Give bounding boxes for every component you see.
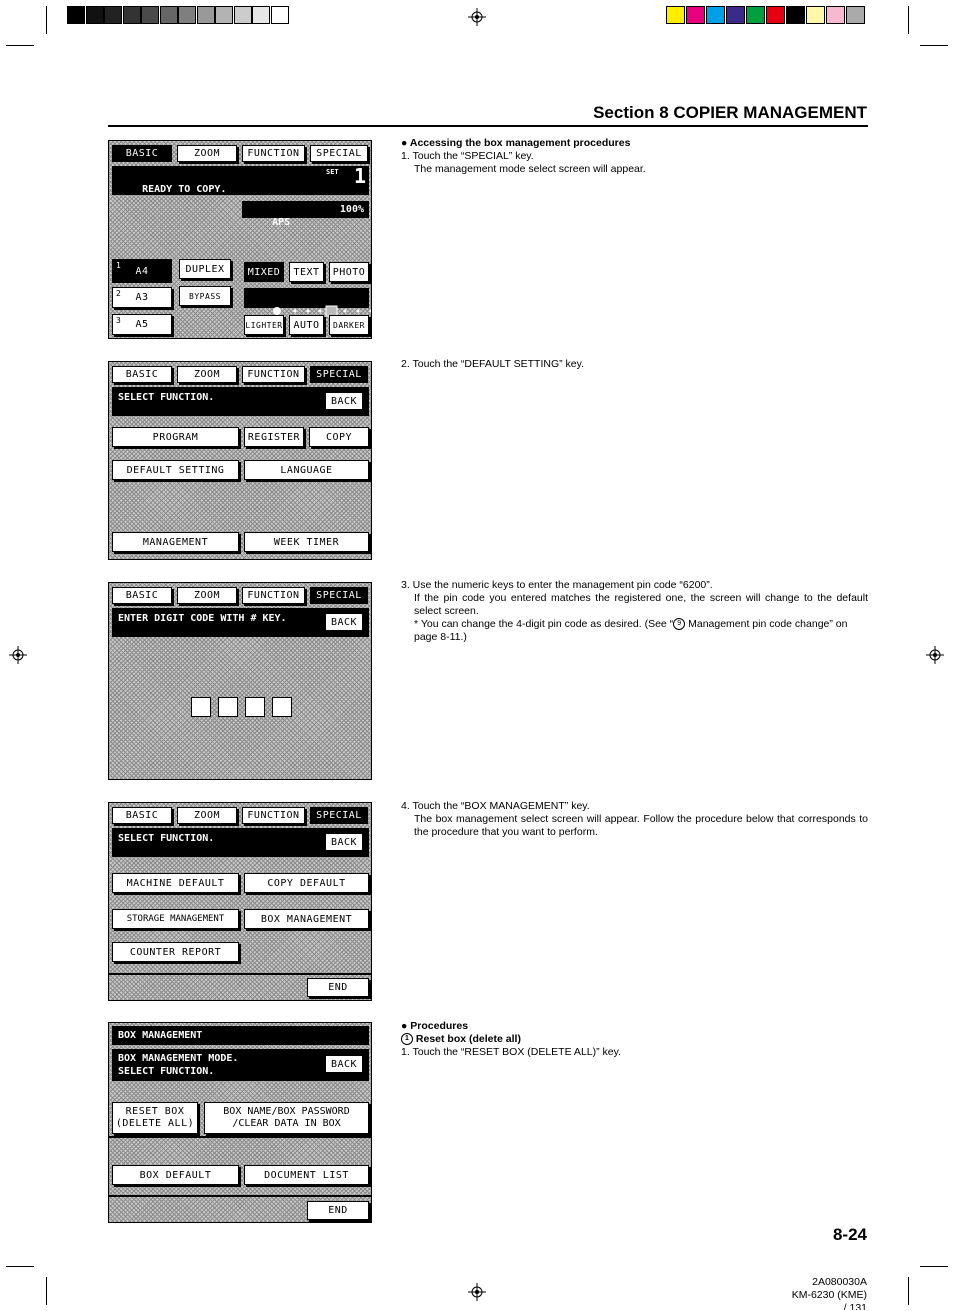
crop-mark [920,1266,948,1267]
management-select-screen [108,802,372,1001]
instruction-block-3 [401,579,868,644]
tab-function[interactable]: FUNCTION [242,366,305,383]
gray-swatch [141,6,159,24]
paper-a3-key[interactable] [112,287,172,308]
tab-special[interactable]: SPECIAL [310,366,368,383]
section-title: Section 8 COPIER MANAGEMENT [593,103,867,122]
box-name-password-clear-key[interactable]: BOX NAME/BOX PASSWORD /CLEAR DATA IN BOX [204,1102,369,1134]
registration-mark-icon [468,1283,486,1301]
step-text: 1. Touch the “RESET BOX (DELETE ALL)” key. [401,1046,622,1058]
sub-heading [401,1033,868,1046]
screen-title: BOX MANAGEMENT MODE. SELECT FUNCTION. [112,1049,369,1081]
paper-a4-key[interactable] [112,259,172,283]
tab-zoom[interactable]: ZOOM [177,366,237,383]
paper-size: A3 [135,292,149,303]
tab-zoom[interactable]: ZOOM [177,807,237,824]
gray-swatch [67,6,85,24]
divider-strip [109,1136,371,1138]
paper-number: 2 [116,289,122,298]
back-button[interactable]: BACK [325,1055,363,1073]
box-management-key[interactable]: BOX MANAGEMENT [244,909,369,929]
machine-default-key[interactable]: MACHINE DEFAULT [112,873,239,893]
tab-special[interactable]: SPECIAL [310,807,368,824]
program-key[interactable]: PROGRAM [112,427,239,447]
circled-number: 9 [673,618,685,630]
step-note: The box management select screen will appear. Follow the procedure below that corresponds to the procedure that you want to perform. [414,813,868,838]
page-number: 8-24 [832,1225,867,1244]
tab-basic[interactable]: BASIC [112,366,172,383]
screen-title: SELECT FUNCTION. [112,387,369,416]
set-label: SET [326,168,339,176]
gray-swatch [197,6,215,24]
tab-special[interactable]: SPECIAL [310,145,368,162]
crop-mark [6,45,34,46]
tab-zoom[interactable]: ZOOM [177,145,237,162]
instruction-block-2 [401,358,868,371]
reset-box-delete-all-key[interactable]: RESET BOX (DELETE ALL) [112,1102,198,1134]
crop-mark [908,6,909,34]
step-text: 1. Touch the “SPECIAL” key. [401,150,534,162]
end-button[interactable]: END [307,978,369,997]
color-swatch [806,6,825,24]
registration-mark-icon [926,646,944,664]
language-key[interactable]: LANGUAGE [244,460,369,480]
crop-mark [920,45,948,46]
block-heading: ● Accessing the box management procedures [401,137,631,149]
footer-line: KM-6230 (KME) [791,1289,867,1301]
gray-swatch [215,6,233,24]
pin-digit-box [191,697,211,717]
crop-mark [46,1277,47,1305]
storage-management-key[interactable]: STORAGE MANAGEMENT [112,909,239,929]
box-default-key[interactable]: BOX DEFAULT [112,1165,239,1185]
end-strip [109,1195,371,1197]
tab-function[interactable]: FUNCTION [242,587,305,604]
step-text: 3. Use the numeric keys to enter the management pin code “6200”. [401,579,713,591]
color-swatch [786,6,805,24]
special-function-screen [108,361,372,560]
register-key[interactable]: REGISTER [244,427,304,447]
default-setting-key[interactable]: DEFAULT SETTING [112,460,239,480]
paper-size: A5 [135,319,149,330]
bypass-key[interactable]: BYPASS [179,286,231,306]
color-swatch [766,6,785,24]
screen-title: SELECT FUNCTION. [112,828,369,857]
lighter-key[interactable]: LIGHTER [244,315,284,335]
footnote-text-b: Management pin code change” on page 8-11.) [414,618,848,643]
tab-zoom[interactable]: ZOOM [177,587,237,604]
box-management-header: BOX MANAGEMENT [112,1026,369,1045]
box-management-screen [108,1022,372,1223]
color-swatch [726,6,745,24]
mode-photo-key[interactable]: PHOTO [329,262,369,282]
crop-mark [46,6,47,34]
step-note: If the pin code you entered matches the registered one, the screen will change to the default select screen. [414,592,868,617]
management-key[interactable]: MANAGEMENT [112,532,239,552]
back-button[interactable]: BACK [325,833,363,851]
set-count: 1 [354,164,367,188]
step-text: 4. Touch the “BOX MANAGEMENT” key. [401,800,590,812]
color-swatch [706,6,725,24]
aps-label: APS [272,217,291,228]
tab-special[interactable]: SPECIAL [310,587,368,604]
pin-digit-box [245,697,265,717]
gray-swatch [123,6,141,24]
week-timer-key[interactable]: WEEK TIMER [244,532,369,552]
tab-basic[interactable]: BASIC [112,807,172,824]
crop-mark [908,1277,909,1305]
registration-mark-icon [9,646,27,664]
basic-copy-screen [108,140,372,339]
step-text: 2. Touch the “DEFAULT SETTING” key. [401,358,585,370]
status-text: READY TO COPY. [142,184,227,195]
header-rule [108,125,868,127]
footnote-text-a: * You can change the 4-digit pin code as desired. (See “ [414,618,674,630]
end-strip [109,973,371,975]
paper-size: A4 [135,265,149,277]
duplex-key[interactable]: DUPLEX [179,259,231,279]
instruction-block-5 [401,1020,868,1059]
pin-digit-box [272,697,292,717]
footer-line: / 131 [843,1302,867,1310]
footer-line: 2A080030A [812,1276,867,1288]
screen-title: ENTER DIGIT CODE WITH # KEY. [112,608,369,637]
counter-report-key[interactable]: COUNTER REPORT [112,942,239,962]
back-button[interactable]: BACK [325,392,363,410]
tab-function[interactable]: FUNCTION [242,807,305,824]
instruction-block-4 [401,800,868,839]
gray-swatch [86,6,104,24]
mode-mixed-key[interactable]: MIXED [244,262,284,282]
gray-swatch [160,6,178,24]
copy-default-key[interactable]: COPY DEFAULT [244,873,369,893]
end-button[interactable]: END [307,1201,369,1220]
aps-bar [242,201,369,228]
auto-exposure-key[interactable]: AUTO [289,315,324,335]
gray-swatch [104,6,122,24]
color-swatch [666,6,685,24]
crop-mark [6,1266,34,1267]
back-button[interactable]: BACK [325,613,363,631]
gray-swatch [234,6,252,24]
paper-a5-key[interactable] [112,314,172,335]
pin-digit-box [218,697,238,717]
step-footnote [401,618,868,644]
footer-codes [792,1276,867,1310]
status-message [112,166,369,195]
color-swatch [686,6,705,24]
registration-mark-icon [468,8,486,26]
instruction-block-1 [401,137,868,176]
color-swatch [826,6,845,24]
tab-function[interactable]: FUNCTION [242,145,305,162]
document-list-key[interactable]: DOCUMENT LIST [244,1165,369,1185]
darker-key[interactable]: DARKER [329,315,369,335]
tab-basic[interactable]: BASIC [112,145,172,162]
zoom-value: 100% [339,204,364,215]
color-swatch [746,6,765,24]
tab-basic[interactable]: BASIC [112,587,172,604]
sub-heading-text: Reset box (delete all) [413,1033,521,1045]
paper-number: 1 [116,261,122,270]
gray-swatch [252,6,270,24]
gray-swatch [178,6,196,24]
pin-code-screen [108,582,372,780]
mode-text-key[interactable]: TEXT [289,262,324,282]
circled-number: 1 [401,1033,413,1045]
step-note: The management mode select screen will appear. [414,163,646,175]
block-heading: ● Procedures [401,1020,469,1032]
color-swatch [846,6,865,24]
gray-swatch [271,6,289,24]
exposure-scale[interactable] [244,288,369,308]
paper-number: 3 [116,316,122,325]
copy-key[interactable]: COPY [309,427,369,447]
